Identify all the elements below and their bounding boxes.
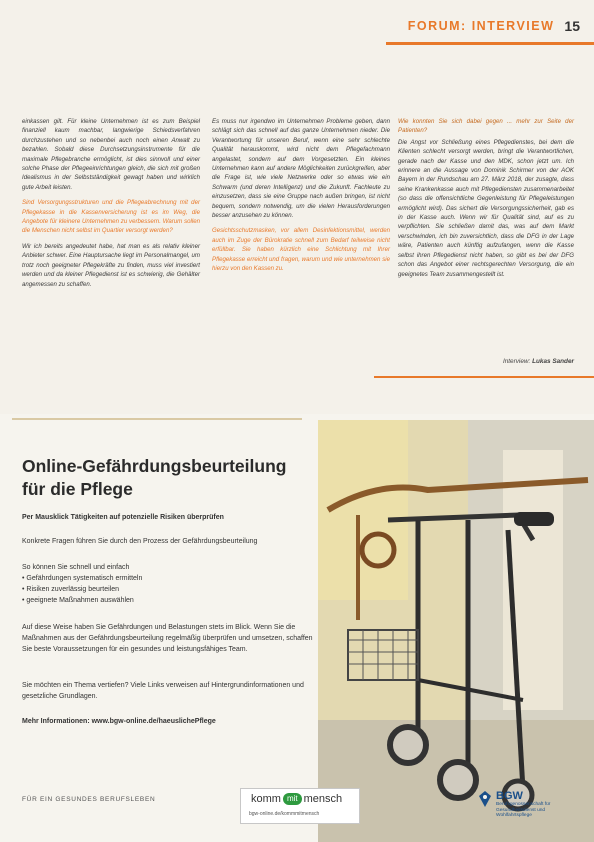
ad-bullet-list: [22, 573, 142, 606]
bgw-logo-icon: [478, 790, 492, 808]
badge-word-left: komm: [251, 793, 281, 805]
col3-paragraph: Die Angst vor Schließung eines Pflegedienstes, bei dem die Klienten schlecht versorgt werden, bringt die Verantwortlichen, gerade nach der Kasse und den MDK, schon jetzt um. Ich erinnere an die Aussage von Dominik Schirmer von der AOK Bayern in der Rundschau am 27. März 2018, der zusagte, dass seine Krankenkasse auch mit Pflegediensten zusammenarbeitet (so dass die offensichtliche Gegenleistung für Pflegeleistungen ermöglicht wird). Das sichert die Versorgungssicherheit, gab es in der Kasse auch. Wenn wir für Qualität sind, auf es zu verpflichten. Sie schließen damit das, was auf dem Markt verschwinden, ich bin zuversichtlich, dass die DFG in der Lage wäre, Patienten auch künftig aufzufangen, wenn die Kasse selbst ihren Pflegedienst nicht haben, so gibt es bei der DFG schon das Angebot einer rechtsgerechten Versorgung, die ein geeignetes Team zusammengestellt ist.: [398, 138, 574, 278]
interviewer-prefix: Interview:: [502, 358, 531, 365]
ad-paragraph-2: Sie möchten ein Thema vertiefen? Viele Links verweisen auf Hintergrundinformationen und gesetzliche Grundlagen.: [22, 682, 304, 700]
badge-word-mid: mit: [283, 793, 302, 805]
interviewer-credit: [503, 358, 574, 365]
ad-bullet-item: • geeignete Maßnahmen auswählen: [22, 595, 142, 606]
header-rule: [386, 42, 594, 45]
rollator-photo: [318, 420, 594, 842]
ad-more-info-link[interactable]: Mehr Informationen: www.bgw-online.de/haeuslichePflege: [22, 718, 216, 725]
ad-subtitle: Per Mausklick Tätigkeiten auf potenzielle Risiken überprüfen: [22, 514, 224, 521]
col1-paragraph-2: Wir ich bereits angedeutet habe, hat man es als relativ kleiner Anbieter schwer. Eine Hauptursache liegt im Personalmangel, um trotz noch geeigneter Pflegekräfte zu finden, muss viel investiert werden und da kleiner Pflegedienst ist es schwierig, die Gehälter angemessen zu schaffen.: [22, 242, 200, 288]
ad-bullet-item: • Risiken zuverlässig beurteilen: [22, 584, 142, 595]
ad-title-line-1: Online-Gefährdungsbeurteilung: [22, 456, 287, 476]
footer-slogan: FÜR EIN GESUNDES BERUFSLEBEN: [22, 796, 156, 803]
badge-wordmark: [251, 793, 342, 805]
article-column-2: [212, 117, 390, 280]
section-title: FORUM: INTERVIEW: [407, 19, 555, 33]
bgw-logo: [478, 790, 574, 819]
bgw-title: BGW: [496, 790, 523, 802]
bgw-subtitle: Berufsgenossenschaft für Gesundheitsdienst und Wohlfahrtspflege: [496, 802, 551, 819]
bgw-text: [496, 790, 574, 819]
interviewer-name: Lukas Sander: [532, 358, 574, 365]
ad-paragraph: Auf diese Weise haben Sie Gefährdungen und Belastungen stets im Blick. Wenn Sie die Maßnahmen aus der Gefährdungsbeurteilung regelmäßig überprüfen und umsetzen, schaffen Sie beste Voraussetzungen für ein gesundes und leistungsfähiges Team.: [22, 624, 313, 653]
badge-url[interactable]: bgw-online.de/kommmitmensch: [249, 811, 320, 817]
ad-list-intro: So können Sie schnell und einfach: [22, 564, 130, 571]
ad-title: [22, 455, 286, 501]
badge-word-right: mensch: [303, 793, 343, 805]
ad-bullet-item: • Gefährdungen systematisch ermitteln: [22, 573, 142, 584]
ad-title-line-2: für die Pflege: [22, 479, 133, 499]
col3-question: Wie konnten Sie sich dabei gegen ... mehr zur Seite der Patienten?: [398, 118, 574, 135]
page-header: [408, 18, 580, 34]
page-number: 15: [564, 18, 580, 34]
article-end-rule: [374, 376, 594, 378]
rollator-illustration: [318, 420, 594, 842]
kommmitmensch-badge[interactable]: [240, 788, 360, 824]
col1-highlight-question: Sind Versorgungsstrukturen und die Pflegeabrechnung mit der Pflegekasse in die Kassenversicherung ist es im Weg, die Angebote für kleinere Unternehmen zu verbessern. Warum sollen die Menschen nicht selbst im Quartier versorgt werden?: [22, 199, 200, 235]
col2-paragraph: Es muss nur irgendwo im Unternehmen Probleme geben, dann schlägt sich das schnell auf das ganze Unternehmen nieder. Die Verantwortung für unseren Beruf, wenn eine sehr schlechte Qualität herauskommt, wird nicht dem Pflegefachmann angelastet, sondern auf dem Vorgesetzten. Ein kleines Unternehmen kann auf andere Möglichkeiten zurückgreifen, aber die Frage ist, wie viele Netzwerke oder so etwas wie ein Schwarm (und deren Intelligenz) und die Zukunft. Fachleute zu einzusetzen, dass sie eine Gruppe nach außen bringen, ist nicht bequem, sondern notwendig, um die vielen Herausforderungen besser anzusehen zu können.: [212, 118, 390, 220]
col1-paragraph: einkassen gilt. Für kleine Unternehmen ist es zum Beispiel finanziell kaum machbar, langwierige Schiedsverfahren durchzustehen und so nebenbei auch noch einen Anwalt zu bezahlen. Sobald diese Durchsetzungsinstrumente für die maximale Pflegebranche ermöglicht, ist dies sinnvoll und einer solche Phase der Pflegeeinrichtungen gleich, die sich mit großen Idealismus in der Selbstständigkeit gewagt haben und wirklich gute Arbeit leisten.: [22, 118, 200, 191]
ad-top-rule: [12, 418, 302, 420]
article-column-3: [398, 117, 574, 281]
col2-highlight-question: Gesichtsschutzmasken, vor allem Desinfektionsmittel, werden auch im Zuge der Bürokratie schnell zum Bedarf teilweise nicht erfüllbar. Sie haben kürzlich eine Schlichtung mit Ihrer Pflegekasse erreicht und fragen, warum und wie unternehmen sie hierzu von den Kassen zu.: [212, 227, 390, 273]
ad-intro: Konkrete Fragen führen Sie durch den Prozess der Gefährdungsbeurteilung: [22, 538, 258, 545]
article-column-1: [22, 117, 200, 291]
